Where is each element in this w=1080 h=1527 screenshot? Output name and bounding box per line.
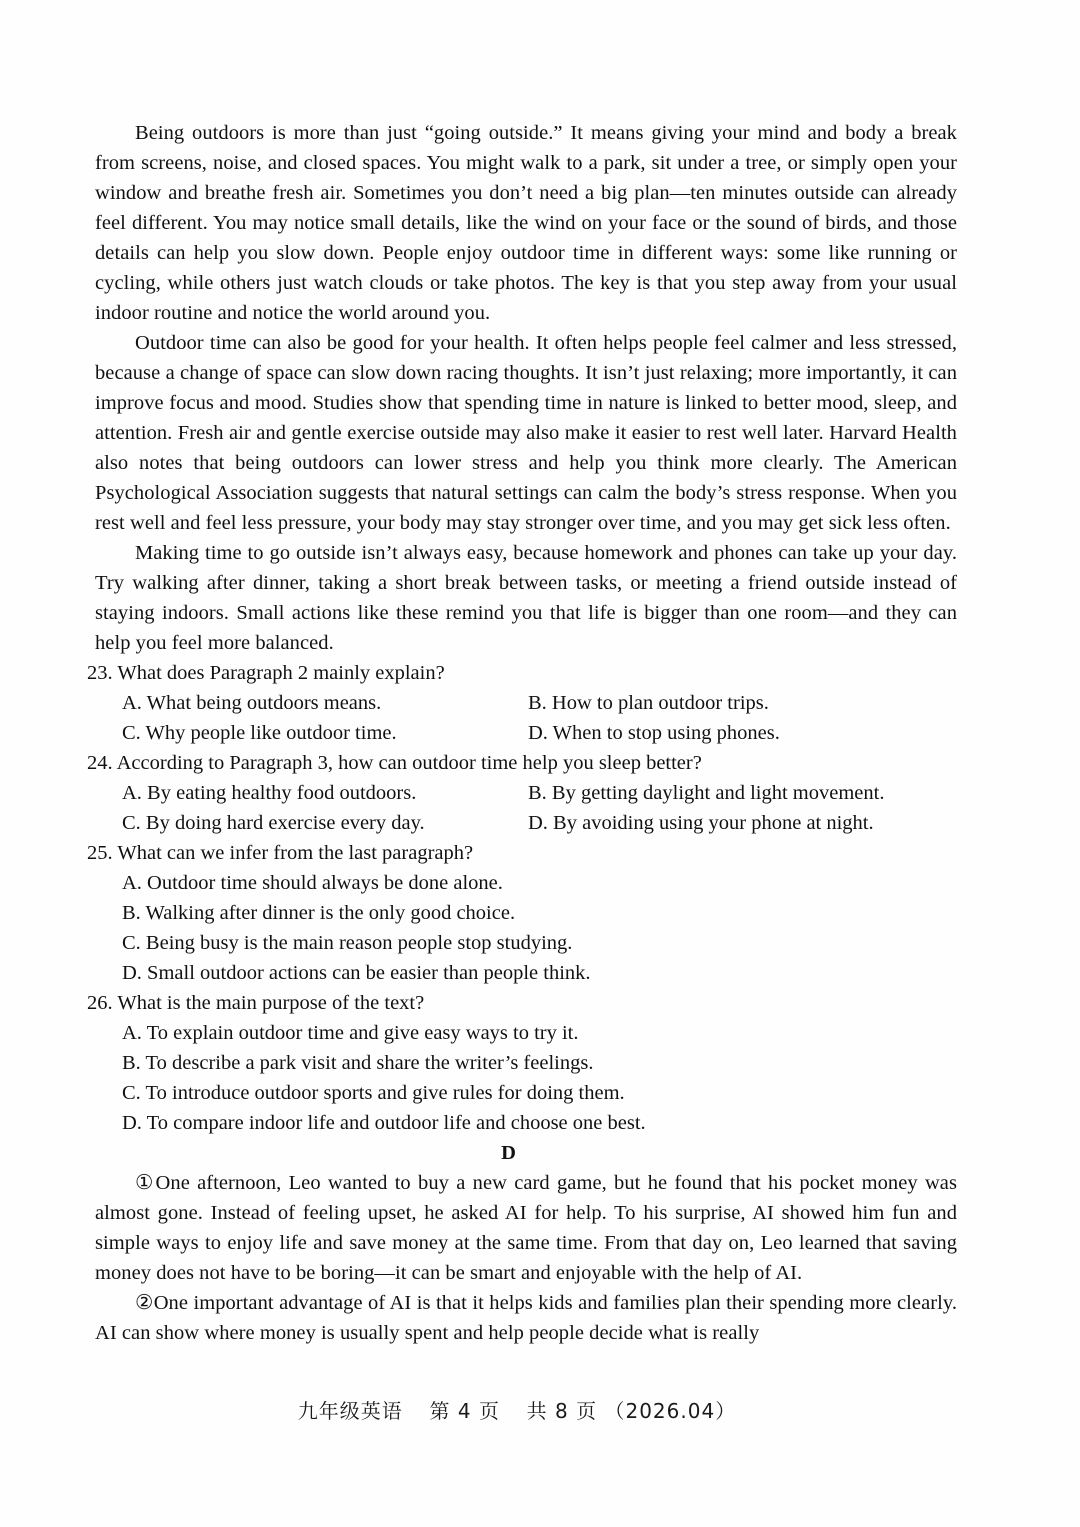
footer-total-label: 共 8 页: [526, 1399, 598, 1423]
question-23-options-row-2: [95, 718, 957, 748]
question-25-option-a[interactable]: A. Outdoor time should always be done alone.: [122, 872, 503, 894]
question-25-option-d[interactable]: D. Small outdoor actions can be easier than people think.: [122, 962, 591, 984]
question-23-stem: 23. What does Paragraph 2 mainly explain?: [87, 662, 445, 684]
question-23-option-a[interactable]: A. What being outdoors means.: [122, 692, 382, 714]
passage-d-paragraph-1: ①One afternoon, Leo wanted to buy a new card game, but he found that his pocket money was almost gone. Instead of feeling upset, he asked AI for help. To his surprise, AI showed him fun and simple ways to enjoy life and save money at the same time. From that day on, Leo learned that saving money does not have to be boring—it can be smart and enjoyable with the help of AI.: [95, 1172, 957, 1284]
question-23-option-d[interactable]: D. When to stop using phones.: [528, 722, 780, 744]
question-26: [87, 988, 957, 1138]
page-content: [87, 118, 957, 1348]
question-26-option-c[interactable]: C. To introduce outdoor sports and give rules for doing them.: [122, 1082, 625, 1104]
question-24-option-a[interactable]: A. By eating healthy food outdoors.: [122, 782, 417, 804]
question-23: [87, 658, 957, 748]
question-24-stem: 24. According to Paragraph 3, how can outdoor time help you sleep better?: [87, 752, 702, 774]
question-26-option-d[interactable]: D. To compare indoor life and outdoor life and choose one best.: [122, 1112, 646, 1134]
footer-date-label: （2026.04）: [604, 1399, 737, 1423]
passage-d-paragraph-2: ②One important advantage of AI is that it helps kids and families plan their spending more clearly. AI can show where money is usually spent and help people decide what is really: [95, 1292, 957, 1344]
footer-page-label: 第 4 页: [429, 1399, 500, 1423]
question-26-stem: 26. What is the main purpose of the text?: [87, 992, 425, 1014]
question-23-options-row-1: [95, 688, 957, 718]
question-24: [87, 748, 957, 838]
page-footer: [0, 1396, 1034, 1426]
passage-c-paragraph-3: Making time to go outside isn’t always easy, because homework and phones can take up your day. Try walking after dinner, taking a short break between tasks, or meeting a friend outside instead of staying indoors. Small actions like these remind you that life is bigger than one room—and they can help you feel more balanced.: [95, 542, 957, 654]
question-24-option-d[interactable]: D. By avoiding using your phone at night.: [528, 812, 874, 834]
question-23-option-b[interactable]: B. How to plan outdoor trips.: [528, 692, 769, 714]
question-24-options-row-1: [95, 778, 957, 808]
question-24-option-c[interactable]: C. By doing hard exercise every day.: [122, 812, 425, 834]
passage-d-heading: D: [501, 1142, 516, 1164]
question-26-option-b[interactable]: B. To describe a park visit and share the writer’s feelings.: [122, 1052, 594, 1074]
question-25-stem: 25. What can we infer from the last paragraph?: [87, 842, 474, 864]
question-24-option-b[interactable]: B. By getting daylight and light movement.: [528, 782, 885, 804]
question-25-option-c[interactable]: C. Being busy is the main reason people stop studying.: [122, 932, 573, 954]
question-23-option-c[interactable]: C. Why people like outdoor time.: [122, 722, 397, 744]
footer-subject: 九年级英语: [297, 1399, 403, 1423]
passage-c-paragraph-2: Outdoor time can also be good for your health. It often helps people feel calmer and less stressed, because a change of space can slow down racing thoughts. It isn’t just relaxing; more importantly, it can improve focus and mood. Studies show that spending time in nature is linked to better mood, sleep, and attention. Fresh air and gentle exercise outside may also make it easier to rest well later. Harvard Health also notes that being outdoors can lower stress and help you think more clearly. The American Psychological Association suggests that natural settings can calm the body’s stress response. When you rest well and feel less pressure, your body may stay stronger over time, and you may get sick less often.: [95, 332, 957, 534]
question-25: [87, 838, 957, 988]
question-26-option-a[interactable]: A. To explain outdoor time and give easy ways to try it.: [122, 1022, 579, 1044]
passage-c-paragraph-1: Being outdoors is more than just “going outside.” It means giving your mind and body a break from screens, noise, and closed spaces. You might walk to a park, sit under a tree, or simply open your window and breathe fresh air. Sometimes you don’t need a big plan—ten minutes outside can already feel different. You may notice small details, like the wind on your face or the sound of birds, and those details can help you slow down. People enjoy outdoor time in different ways: some like running or cycling, while others just watch clouds or take photos. The key is that you step away from your usual indoor routine and notice the world around you.: [95, 122, 957, 324]
question-24-options-row-2: [95, 808, 957, 838]
question-25-option-b[interactable]: B. Walking after dinner is the only good choice.: [122, 902, 516, 924]
